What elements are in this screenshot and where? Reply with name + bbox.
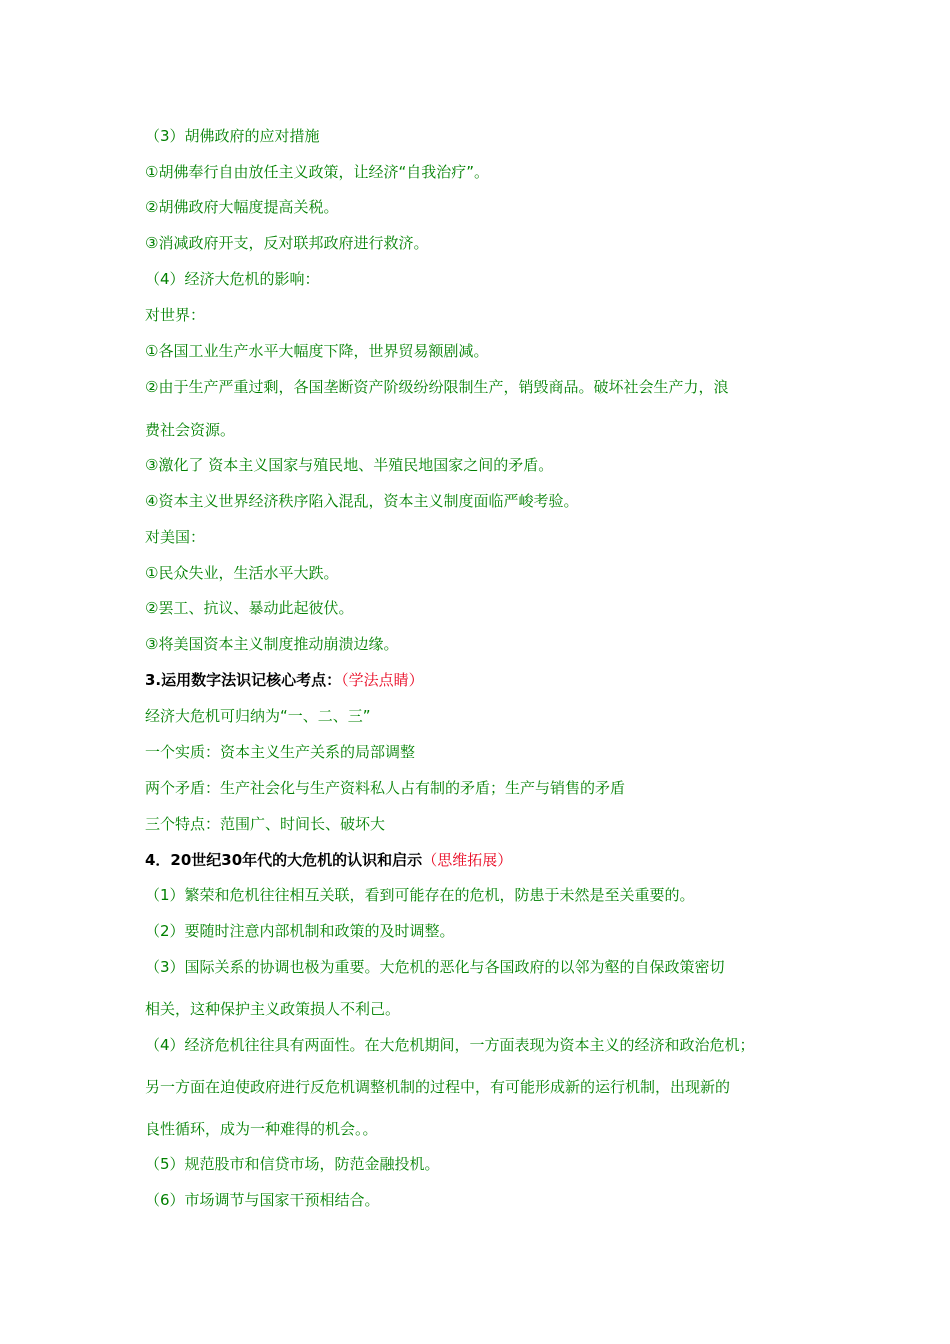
paragraph-line: （6）市场调节与国家干预相结合。 — [145, 1191, 380, 1209]
subheading-hoover-measures: （3）胡佛政府的应对措施 — [145, 127, 320, 145]
subheading-crisis-impact: （4）经济大危机的影响： — [145, 270, 320, 288]
paragraph-line: （2）要随时注意内部机制和政策的及时调整。 — [145, 922, 455, 940]
paragraph-line: ②罢工、抗议、暴动此起彼伏。 — [145, 599, 354, 617]
paragraph-line: ①胡佛奉行自由放任主义政策，让经济“自我治疗”。 — [145, 163, 489, 181]
paragraph-line: 经济大危机可归纳为“一、二、三” — [145, 707, 371, 725]
paragraph-line: 三个特点：范围广、时间长、破坏大 — [145, 815, 386, 833]
section-heading-3-text: 3.运用数字法识记核心考点： — [145, 671, 342, 689]
paragraph-line: 对美国： — [145, 528, 206, 546]
paragraph-line: 相关，这种保护主义政策损人不利己。 — [145, 1000, 401, 1018]
paragraph-line: （1）繁荣和危机往往相互关联，看到可能存在的危机，防患于未然是至关重要的。 — [145, 886, 695, 904]
paragraph-line: 一个实质：资本主义生产关系的局部调整 — [145, 743, 416, 761]
paragraph-line: 另一方面在迫使政府进行反危机调整机制的过程中，有可能形成新的运行机制，出现新的 — [145, 1078, 731, 1096]
section-heading-4-text: 4．20世纪30年代的大危机的认识和启示 — [145, 851, 423, 869]
paragraph-line: ①民众失业，生活水平大跌。 — [145, 564, 339, 582]
section-heading-4-tag: （思维拓展） — [422, 851, 513, 869]
paragraph-line: 对世界： — [145, 306, 206, 324]
paragraph-line: 良性循环，成为一种难得的机会。。 — [145, 1120, 378, 1138]
paragraph-line: ②由于生产严重过剩，各国垄断资产阶级纷纷限制生产，销毁商品。破坏社会生产力，浪 — [145, 378, 729, 396]
section-heading-4 — [145, 850, 512, 870]
paragraph-line: （5）规范股市和信贷市场，防范金融投机。 — [145, 1155, 440, 1173]
paragraph-line: 费社会资源。 — [145, 421, 236, 439]
paragraph-line: ④资本主义世界经济秩序陷入混乱，资本主义制度面临严峻考验。 — [145, 492, 579, 510]
paragraph-line: ③将美国资本主义制度推动崩溃边缘。 — [145, 635, 399, 653]
paragraph-line: （3）国际关系的协调也极为重要。大危机的恶化与各国政府的以邻为壑的自保政策密切 — [145, 958, 725, 976]
section-heading-3 — [145, 670, 424, 690]
paragraph-line: ①各国工业生产水平大幅度下降，世界贸易额剧减。 — [145, 342, 489, 360]
paragraph-line: ②胡佛政府大幅度提高关税。 — [145, 198, 339, 216]
paragraph-line: 两个矛盾：生产社会化与生产资料私人占有制的矛盾；生产与销售的矛盾 — [145, 779, 626, 797]
paragraph-line: （4）经济危机往往具有两面性。在大危机期间，一方面表现为资本主义的经济和政治危机； — [145, 1036, 755, 1054]
paragraph-line: ③消减政府开支，反对联邦政府进行救济。 — [145, 234, 429, 252]
section-heading-3-tag: （学法点睛） — [341, 671, 424, 689]
paragraph-line: ③激化了 资本主义国家与殖民地、半殖民地国家之间的矛盾。 — [145, 456, 554, 474]
